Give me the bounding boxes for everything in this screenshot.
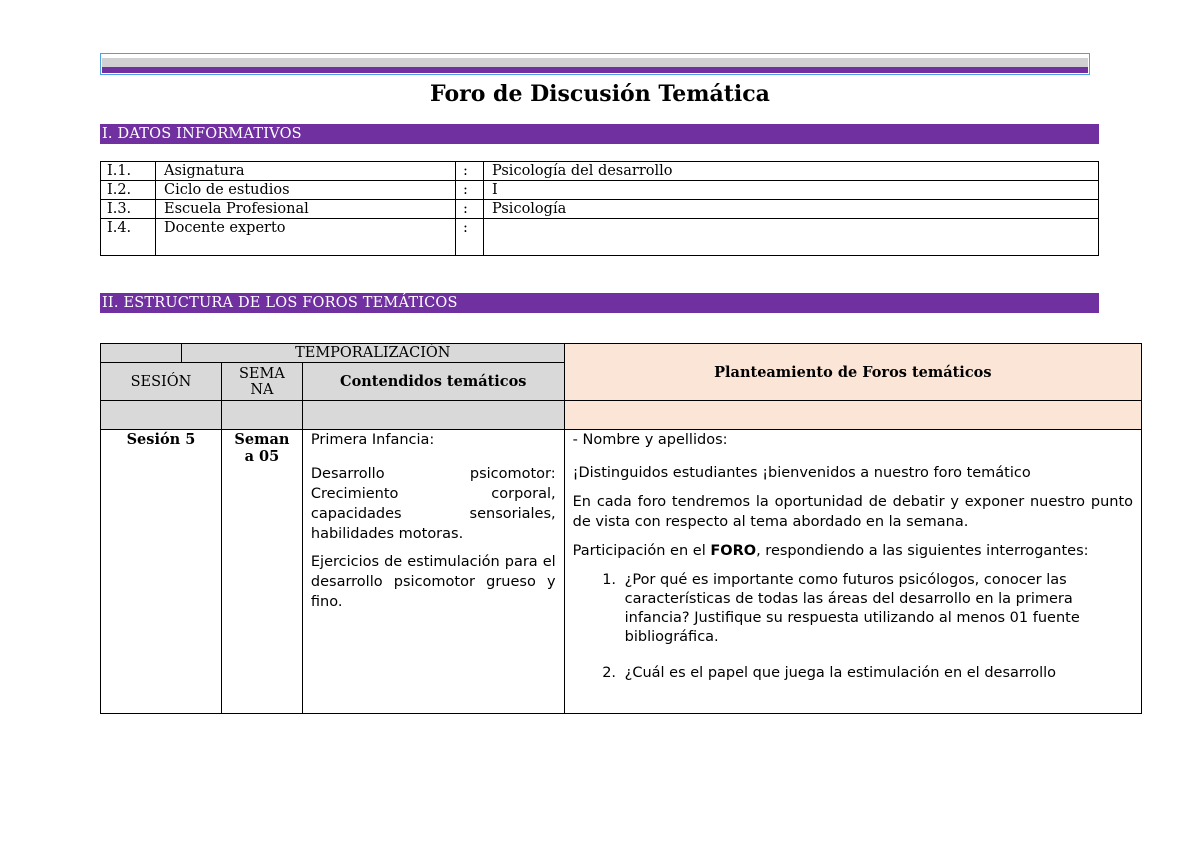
foro-bold-text: FORO [710,543,757,559]
row-label: Asignatura [156,162,456,181]
intro-paragraph: En cada foro tendremos la oportunidad de debatir y exponer nuestro punto de vista con respecto al tema abordado en la semana. [572,494,1133,530]
welcome-text: ¡Distinguidos estudiantes ¡bienvenidos a nuestro foro temático [572,465,1031,481]
table-row [101,181,1099,200]
participation-paragraph [573,541,1133,561]
blank-cell [221,401,302,430]
semana-header-line1: SEMA [238,365,285,382]
row-value: Psicología [484,200,1099,219]
semana-cell [221,430,302,714]
planteamiento-content [573,430,1133,713]
row-value [484,219,1099,256]
contenidos-paragraph: Ejercicios de estimulación para el desarrollo psicomotor grueso y fino. [310,554,556,610]
questions-list [573,571,1133,683]
question-text: 2. ¿Cuál es el papel que juega la estimulación en el desarrollo [624,665,1057,681]
row-colon: : [456,200,484,219]
participation-text: Participación en el [572,543,711,559]
contenidos-cell [302,430,564,714]
row-value: I [484,181,1099,200]
sesion-cell: Sesión 5 [101,430,222,714]
planteamiento-header: Planteamiento de Foros temáticos [564,344,1141,401]
temporalizacion-header: TEMPORALIZACIÓN [181,344,564,363]
row-value: Psicología del desarrollo [484,162,1099,181]
section-heading-estructura: II. ESTRUCTURA DE LOS FOROS TEMÁTICOS [100,293,1099,313]
contenidos-paragraph: Desarrollo psicomotor: Crecimiento corporal, capacidades sensoriales, habilidades motoras. [310,466,556,542]
table-row [101,219,1099,256]
header-gray-stripe [102,58,1088,67]
header-purple-stripe [102,67,1088,73]
blank-cell [302,401,564,430]
row-label: Ciclo de estudios [156,181,456,200]
nombre-line: - Nombre y apellidos: [572,432,728,448]
row-colon: : [456,219,484,256]
participation-text: , respondiendo a las siguientes interrogantes: [756,543,1089,559]
semana-line2: a 05 [244,448,280,465]
semana-header [221,363,302,401]
page-title: Foro de Discusión Temática [430,81,770,107]
list-item [621,664,1133,683]
row-label: Escuela Profesional [156,200,456,219]
blank-cell [101,401,222,430]
header-decoration-bar [100,53,1090,75]
foros-tematicos-table [100,343,1142,714]
row-colon: : [456,181,484,200]
section-heading-datos: I. DATOS INFORMATIVOS [100,124,1099,144]
contenidos-header: Contendidos temáticos [302,363,564,401]
semana-line1: Seman [234,431,290,448]
table-row [101,162,1099,181]
row-label: Docente experto [156,219,456,256]
sesion-header: SESIÓN [101,363,222,401]
contenidos-title: Primera Infancia: [310,432,435,448]
planteamiento-cell [564,430,1141,714]
table-row [101,430,1142,714]
row-number: I.1. [101,162,156,181]
table-row [101,200,1099,219]
list-item [621,571,1133,647]
datos-informativos-table [100,161,1099,256]
table-row [101,401,1142,430]
header-blank-cell [101,344,182,363]
semana-header-line2: NA [250,381,274,398]
table-row [101,344,1142,363]
row-number: I.4. [101,219,156,256]
row-number: I.3. [101,200,156,219]
blank-cell [564,401,1141,430]
question-text: 1. ¿Por qué es importante como futuros psicólogos, conocer las características de todas las áreas del desarrollo en la primera infancia? Justifique su respuesta utilizando al menos 01 fuente bibliográfica. [624,572,1080,645]
row-number: I.2. [101,181,156,200]
row-colon: : [456,162,484,181]
